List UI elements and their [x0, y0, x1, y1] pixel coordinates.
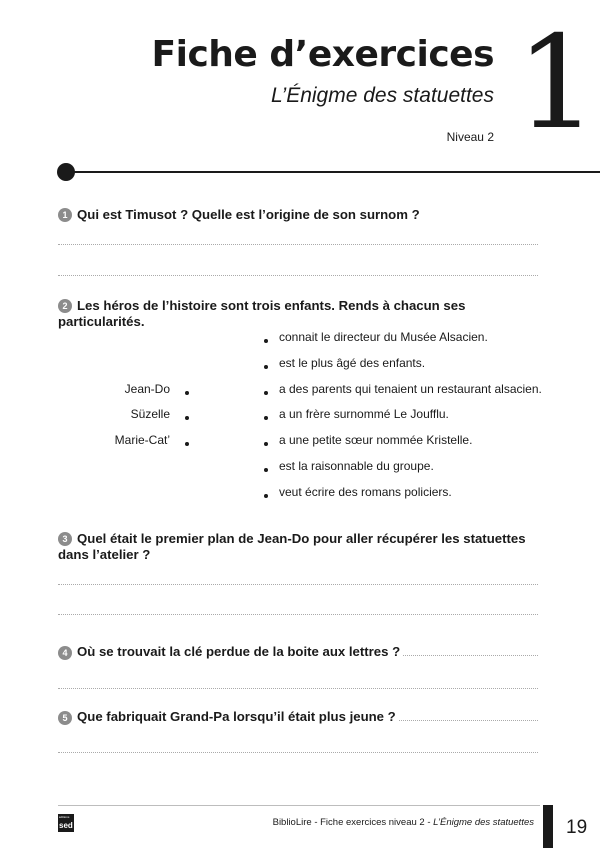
trait-item: a une petite sœur nommée Kristelle.	[279, 433, 473, 447]
footer-caption-book-title: L’Énigme des statuettes	[433, 817, 534, 828]
answer-line[interactable]	[58, 752, 538, 753]
answer-line[interactable]	[58, 244, 538, 245]
question-4	[58, 644, 548, 660]
page-title: Fiche d’exercices	[151, 34, 494, 75]
question-text: Qui est Timusot ? Quelle est l’origine de son surnom ?	[77, 207, 420, 222]
answer-line[interactable]	[58, 688, 538, 689]
header-rule	[66, 171, 600, 173]
answer-line[interactable]	[58, 584, 538, 585]
footer-bar	[543, 805, 553, 848]
question-number-badge: 1	[58, 208, 72, 222]
answer-line[interactable]	[403, 655, 538, 656]
footer-caption-text: BiblioLire - Fiche exercices niveau 2 -	[272, 817, 434, 828]
question-3	[58, 531, 548, 563]
trait-bullet[interactable]	[264, 442, 268, 446]
question-number-badge: 4	[58, 646, 72, 660]
name-bullet[interactable]	[185, 416, 189, 420]
publisher-logo	[58, 814, 74, 832]
trait-item: a des parents qui tenaient un restaurant alsacien.	[279, 382, 542, 396]
question-2	[58, 298, 548, 330]
question-number-badge: 2	[58, 299, 72, 313]
trait-item: est le plus âgé des enfants.	[279, 356, 426, 370]
trait-bullet[interactable]	[264, 468, 268, 472]
trait-item: veut écrire des romans policiers.	[279, 485, 452, 499]
trait-item: a un frère surnommé Le Joufflu.	[279, 407, 449, 421]
character-name: Marie-Cat’	[114, 433, 170, 447]
trait-item: est la raisonnable du groupe.	[279, 459, 434, 473]
trait-bullet[interactable]	[264, 365, 268, 369]
name-bullet[interactable]	[185, 442, 189, 446]
logo-main-text: sed	[59, 821, 73, 830]
question-1	[58, 207, 548, 223]
answer-line[interactable]	[58, 614, 538, 615]
character-name: Süzelle	[130, 407, 170, 421]
header-rule-dot	[57, 163, 75, 181]
question-number-badge: 3	[58, 532, 72, 546]
answer-line[interactable]	[58, 275, 538, 276]
question-text: Où se trouvait la clé perdue de la boite aux lettres ?	[77, 644, 401, 659]
question-number-badge: 5	[58, 711, 72, 725]
trait-bullet[interactable]	[264, 416, 268, 420]
trait-bullet[interactable]	[264, 494, 268, 498]
logo-top-text: éditions	[59, 815, 70, 819]
question-5	[58, 709, 548, 725]
footer-rule	[58, 805, 540, 806]
sheet-number: 1	[516, 9, 598, 158]
trait-bullet[interactable]	[264, 339, 268, 343]
question-text: Les héros de l’histoire sont trois enfants. Rends à chacun ses particularités.	[58, 298, 466, 329]
character-name: Jean-Do	[124, 382, 170, 396]
trait-item: connait le directeur du Musée Alsacien.	[279, 330, 488, 344]
question-text: Quel était le premier plan de Jean-Do pour aller récupérer les statuettes dans l’atelier ?	[58, 531, 526, 562]
level-label: Niveau 2	[446, 130, 494, 144]
page-number: 19	[566, 817, 588, 838]
name-bullet[interactable]	[185, 391, 189, 395]
page-subtitle: L’Énigme des statuettes	[271, 84, 494, 107]
footer-caption	[273, 817, 534, 828]
answer-line[interactable]	[399, 720, 538, 721]
trait-bullet[interactable]	[264, 391, 268, 395]
question-text: Que fabriquait Grand-Pa lorsqu’il était plus jeune ?	[77, 709, 396, 724]
